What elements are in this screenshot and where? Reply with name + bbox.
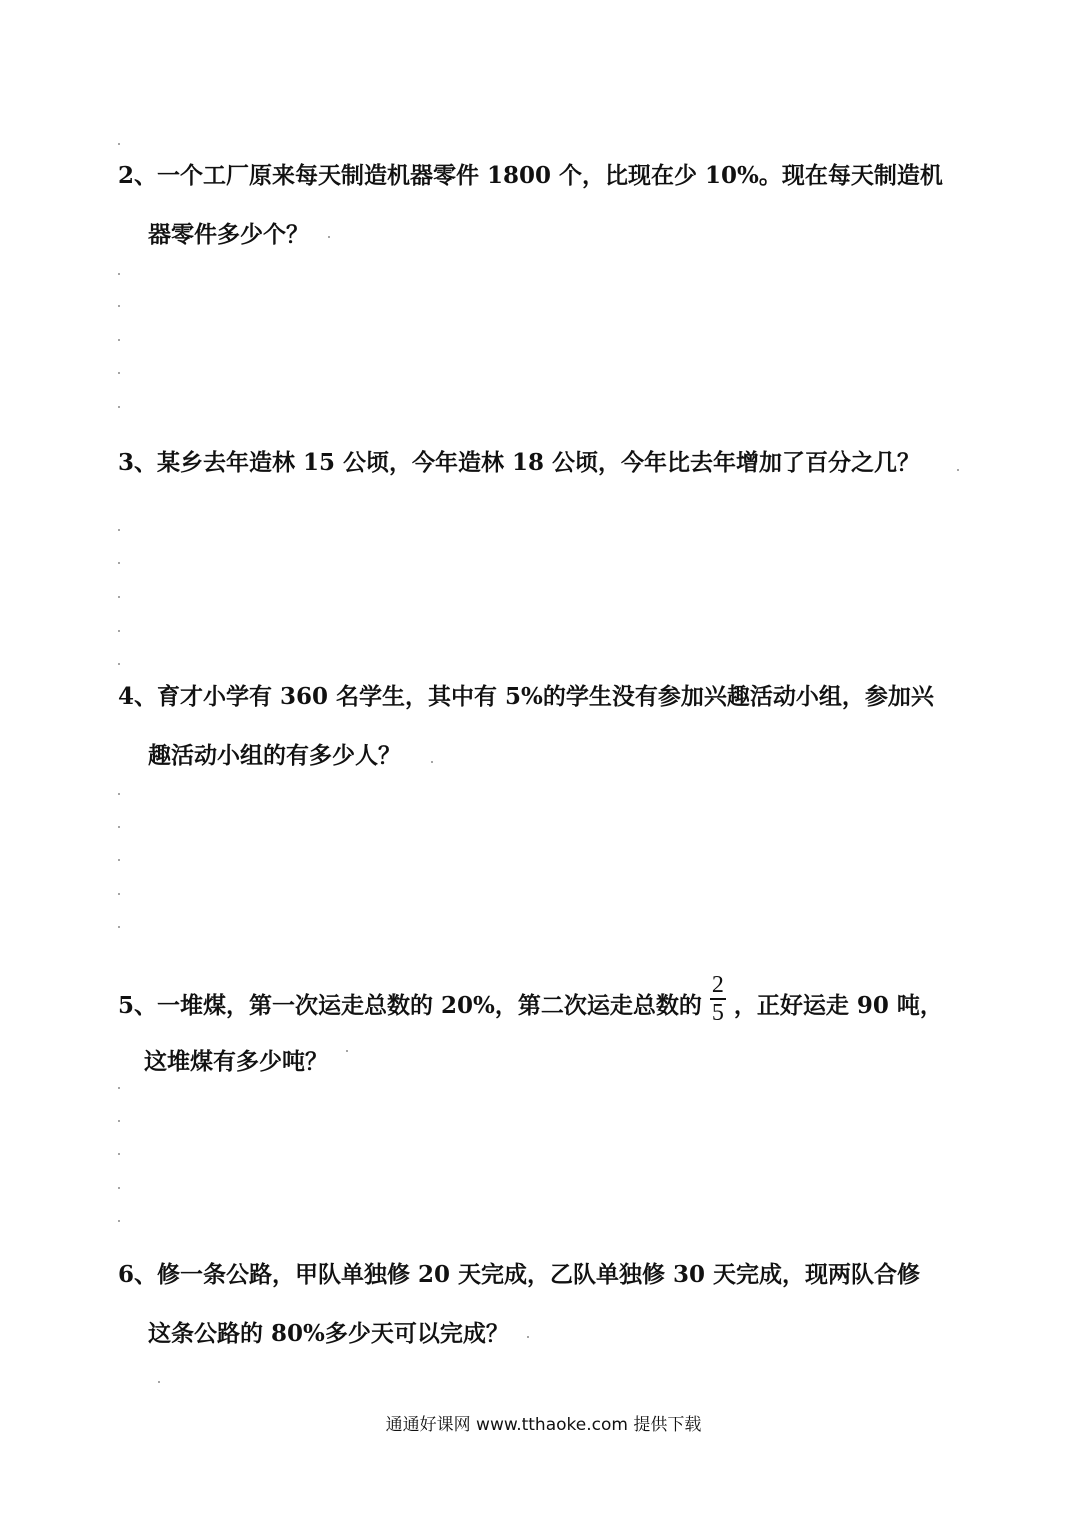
scan-speck [118, 859, 120, 861]
scan-speck [431, 761, 433, 763]
scan-speck [118, 372, 120, 374]
scan-speck [118, 1087, 120, 1089]
question-2-line-2: 器零件多少个？ [148, 221, 309, 248]
scan-speck [118, 663, 120, 665]
scan-speck [118, 926, 120, 928]
scan-speck [118, 1120, 120, 1122]
fraction-numerator: 2 [711, 972, 724, 998]
scan-speck [118, 406, 120, 408]
scan-speck [118, 305, 120, 307]
scan-speck [346, 1050, 348, 1052]
scan-speck [957, 469, 959, 471]
scan-speck [118, 1153, 120, 1155]
scan-speck [118, 273, 120, 275]
question-6-line-2: 这条公路的 80%多少天可以完成？ [148, 1320, 509, 1347]
question-5-line-1-end: ，正好运走 90 吨， [733, 992, 943, 1019]
scan-speck [118, 826, 120, 828]
question-4-line-2: 趣活动小组的有多少人？ [148, 742, 401, 769]
question-4 [118, 681, 934, 772]
question-3 [118, 447, 920, 479]
question-4-line-1: 4、育才小学有 360 名学生，其中有 5%的学生没有参加兴趣活动小组，参加兴 [118, 683, 934, 710]
scan-speck [118, 529, 120, 531]
question-5-line-1-start: 5、一堆煤，第一次运走总数的 20%，第二次运走总数的 [118, 992, 702, 1019]
question-3-line-1: 3、某乡去年造林 15 公顷，今年造林 18 公顷，今年比去年增加了百分之几？ [118, 449, 921, 476]
scan-speck [118, 893, 120, 895]
scan-speck [118, 596, 120, 598]
fraction-denominator: 5 [711, 1000, 724, 1026]
scan-speck [118, 143, 120, 145]
scan-speck [118, 630, 120, 632]
scan-speck [118, 1220, 120, 1222]
question-2 [118, 160, 943, 251]
scan-speck [118, 339, 120, 341]
scan-speck [328, 236, 330, 238]
question-5-line-2: 这堆煤有多少吨？ [144, 1048, 328, 1075]
question-6 [118, 1259, 920, 1350]
scan-speck [158, 1381, 160, 1383]
scan-speck [527, 1336, 529, 1338]
question-2-line-1: 2、一个工厂原来每天制造机器零件 1800 个，比现在少 10%。现在每天制造机 [118, 162, 943, 189]
scan-speck [118, 1187, 120, 1189]
question-5 [118, 972, 943, 1078]
scan-speck [118, 562, 120, 564]
fraction [710, 972, 726, 1026]
footer-credit: 通通好课网 www.tthaoke.com 提供下载 [385, 1415, 702, 1435]
scan-speck [118, 793, 120, 795]
question-6-line-1: 6、修一条公路，甲队单独修 20 天完成，乙队单独修 30 天完成，现两队合修 [118, 1261, 921, 1288]
